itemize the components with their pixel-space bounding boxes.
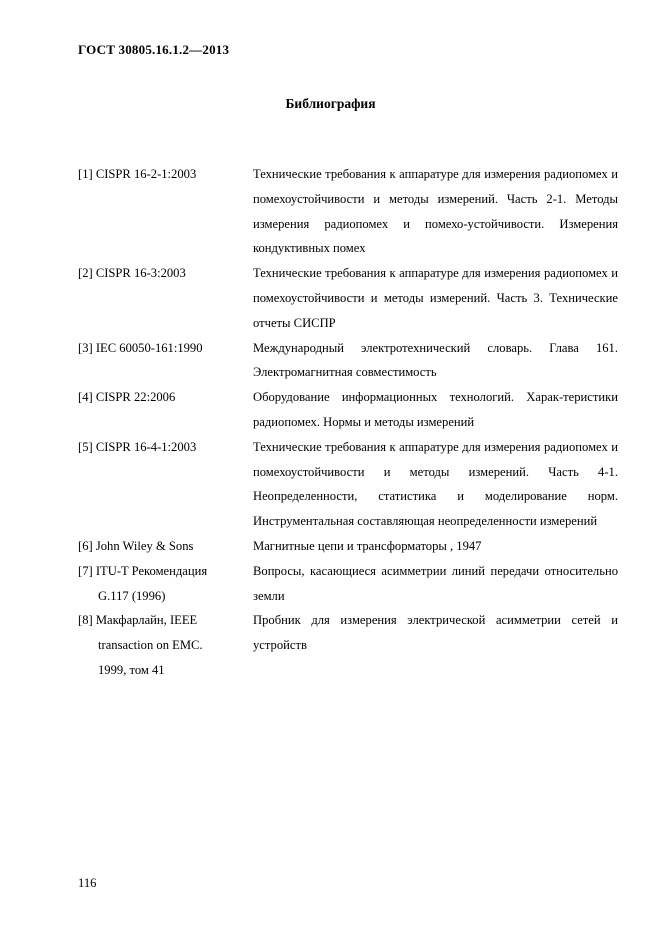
entry-reference-line: [7] ITU-T Рекомендация	[78, 563, 208, 578]
document-header: ГОСТ 30805.16.1.2—2013	[78, 42, 230, 57]
bibliography-entry	[78, 435, 618, 534]
entry-description: Оборудование информационных технологий. Харак-теристики радиопомех. Нормы и методы измерений	[253, 390, 618, 429]
entry-reference	[78, 435, 253, 534]
bibliography-list	[78, 162, 618, 683]
entry-reference-line: [8] Макфарлайн, IEEE	[78, 613, 198, 628]
bibliography-entry	[78, 559, 618, 609]
page-number: 116	[78, 876, 97, 890]
entry-reference-line: [1] CISPR 16-2-1:2003	[78, 167, 197, 181]
entry-description: Технические требования к аппаратуре для измерения радиопомех и помехоустойчивости и методы измерений. Часть 2-1. Методы измерения радиопомех и помехо-устойчивости. Измерения кондуктивных помех	[253, 167, 618, 256]
entry-description: Вопросы, касающиеся асимметрии линий передачи относительно земли	[253, 563, 618, 603]
entry-reference-line: transaction on EMC.	[98, 638, 203, 653]
entry-description: Технические требования к аппаратуре для измерения радиопомех и помехоустойчивости и методы измерений. Часть 3. Технические отчеты СИСПР	[253, 266, 618, 330]
entry-reference-line: [2] CISPR 16-3:2003	[78, 266, 186, 281]
entry-description: Технические требования к аппаратуре для измерения радиопомех и помехоустойчивости и методы измерений. Часть 4-1. Неопределенности, статистика и моделирование норм. Инструментальная составляющая неопределенности измерений	[253, 439, 618, 529]
entry-reference-line: [3] IEC 60050-161:1990	[78, 340, 203, 355]
entry-reference-line: [6] John Wiley & Sons	[78, 538, 194, 553]
entry-reference-line: [4] CISPR 22:2006	[78, 390, 176, 405]
bibliography-entry	[78, 608, 618, 682]
entry-reference	[78, 162, 253, 261]
entry-reference	[78, 559, 253, 609]
entry-reference	[78, 336, 253, 386]
bibliography-entry	[78, 336, 618, 386]
page-title: Библиография	[285, 96, 376, 111]
entry-description: Магнитные цепи и трансформаторы , 1947	[253, 538, 482, 553]
entry-description: Международный электротехнический словарь. Глава 161. Электромагнитная совместимость	[253, 340, 618, 380]
entry-reference-line: 1999, том 41	[98, 662, 165, 677]
entry-reference	[78, 534, 253, 559]
entry-reference-line: [5] CISPR 16-4-1:2003	[78, 439, 197, 454]
bibliography-entry	[78, 261, 618, 335]
bibliography-entry	[78, 162, 618, 261]
entry-reference-line: G.117 (1996)	[98, 588, 166, 603]
entry-reference	[78, 608, 253, 682]
entry-description: Пробник для измерения электрической асимметрии сетей и устройств	[253, 613, 618, 653]
entry-reference	[78, 261, 253, 335]
bibliography-entry	[78, 534, 618, 559]
entry-reference	[78, 385, 253, 435]
bibliography-entry	[78, 385, 618, 435]
